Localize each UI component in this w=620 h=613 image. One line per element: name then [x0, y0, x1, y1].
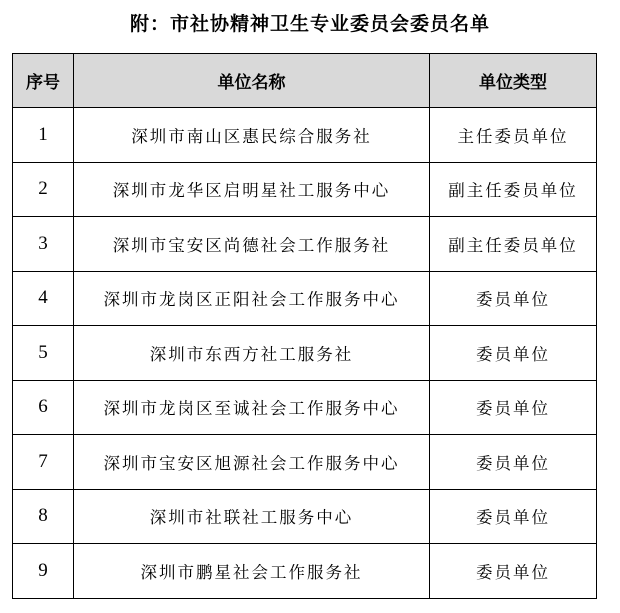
- unit-name: 深圳市龙华区启明星社工服务中心: [74, 162, 430, 217]
- unit-name: 深圳市鹏星社会工作服务社: [74, 544, 430, 599]
- unit-name: 深圳市东西方社工服务社: [74, 326, 430, 381]
- table-row: [13, 271, 597, 326]
- unit-name: 深圳市龙岗区正阳社会工作服务中心: [74, 271, 430, 326]
- table-row: [13, 489, 597, 544]
- row-number: 4: [13, 271, 74, 326]
- table-row: [13, 435, 597, 490]
- page-title: 附：市社协精神卫生专业委员会委员名单: [129, 13, 490, 35]
- unit-name: 深圳市社联社工服务中心: [74, 489, 430, 544]
- row-number: 6: [13, 380, 74, 435]
- table-row: [13, 162, 597, 217]
- table-row: [13, 544, 597, 599]
- unit-name: 深圳市宝安区尚德社会工作服务社: [74, 217, 430, 272]
- table-row: [13, 108, 597, 163]
- unit-type: 委员单位: [430, 271, 597, 326]
- unit-type: 委员单位: [430, 380, 597, 435]
- row-number: 2: [13, 162, 74, 217]
- unit-type: 委员单位: [430, 435, 597, 490]
- unit-type: 主任委员单位: [430, 108, 597, 163]
- table-row: [13, 217, 597, 272]
- row-number: 9: [13, 544, 74, 599]
- unit-name: 深圳市南山区惠民综合服务社: [74, 108, 430, 163]
- table-row: [13, 326, 597, 381]
- unit-name: 深圳市宝安区旭源社会工作服务中心: [74, 435, 430, 490]
- unit-type: 副主任委员单位: [430, 217, 597, 272]
- row-number: 3: [13, 217, 74, 272]
- unit-type: 委员单位: [430, 544, 597, 599]
- header-no: 序号: [13, 54, 74, 108]
- header-unit-name: 单位名称: [74, 54, 430, 108]
- unit-type: 委员单位: [430, 326, 597, 381]
- unit-type: 委员单位: [430, 489, 597, 544]
- member-table: [12, 53, 597, 599]
- table-row: [13, 380, 597, 435]
- row-number: 8: [13, 489, 74, 544]
- table-header-row: [13, 54, 597, 108]
- row-number: 5: [13, 326, 74, 381]
- unit-name: 深圳市龙岗区至诚社会工作服务中心: [74, 380, 430, 435]
- row-number: 7: [13, 435, 74, 490]
- row-number: 1: [13, 108, 74, 163]
- unit-type: 副主任委员单位: [430, 162, 597, 217]
- header-unit-type: 单位类型: [430, 54, 597, 108]
